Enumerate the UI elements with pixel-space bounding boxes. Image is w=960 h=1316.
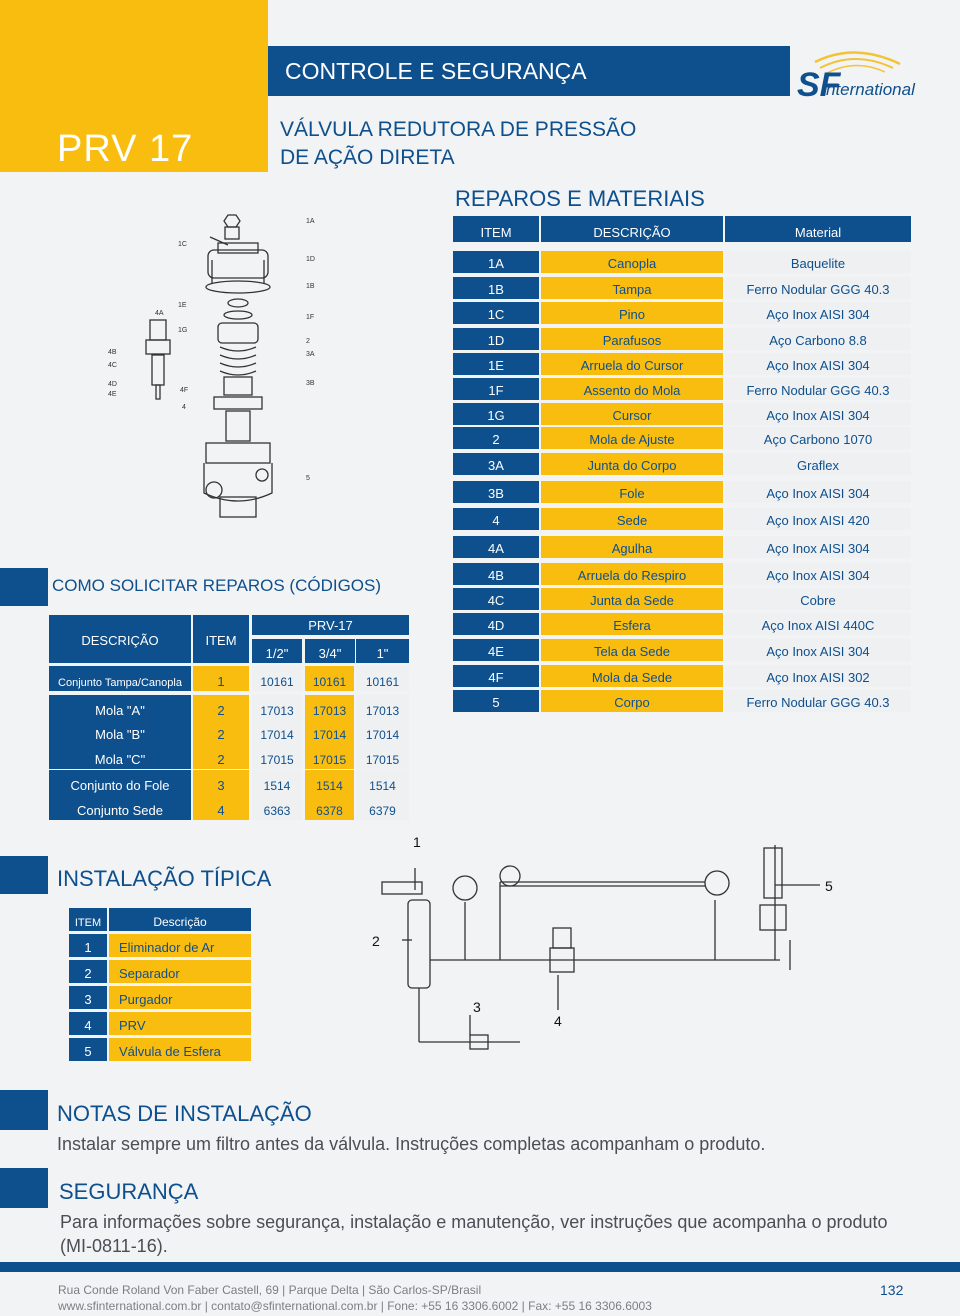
parts-cell: Mola de Ajuste bbox=[541, 427, 723, 449]
parts-cell: 5 bbox=[453, 690, 539, 712]
codes-row-item: 2 bbox=[193, 695, 249, 720]
product-code: PRV 17 bbox=[57, 128, 194, 170]
table-row bbox=[453, 378, 911, 400]
codes-header-size: 1" bbox=[356, 639, 409, 663]
parts-cell: 4B bbox=[453, 563, 539, 585]
install-row-desc: Válvula de Esfera bbox=[109, 1038, 251, 1061]
parts-cell: Aço Inox AISI 304 bbox=[725, 481, 911, 503]
install-row-desc: PRV bbox=[109, 1012, 251, 1035]
part-label: 3A bbox=[306, 351, 315, 358]
codes-row-desc: Conjunto do Fole bbox=[49, 770, 191, 795]
codes-row-desc: Mola "A" bbox=[49, 695, 191, 720]
parts-cell: 4F bbox=[453, 665, 539, 687]
section-marker bbox=[0, 568, 48, 606]
table-row bbox=[453, 427, 911, 449]
codes-row-item: 2 bbox=[193, 744, 249, 769]
parts-cell: 2 bbox=[453, 427, 539, 449]
install-row-item: 1 bbox=[69, 934, 107, 957]
codes-row-code: 1514 bbox=[305, 770, 354, 795]
codes-header-desc: DESCRIÇÃO bbox=[49, 615, 191, 663]
install-row-desc: Separador bbox=[109, 960, 251, 983]
parts-header-cell: DESCRIÇÃO bbox=[541, 216, 723, 242]
parts-cell: Aço Inox AISI 304 bbox=[725, 403, 911, 425]
part-label: 1D bbox=[306, 256, 315, 263]
section-marker bbox=[0, 1168, 48, 1208]
table-row bbox=[453, 277, 911, 299]
diagram-label: 4 bbox=[554, 1013, 562, 1029]
svg-text:SF: SF bbox=[797, 66, 841, 104]
install-row-item: 4 bbox=[69, 1012, 107, 1035]
parts-cell: 1D bbox=[453, 328, 539, 350]
codes-row-code: 10161 bbox=[305, 666, 354, 691]
part-label: 4A bbox=[155, 310, 164, 317]
parts-cell: 4A bbox=[453, 536, 539, 558]
codes-section-title: COMO SOLICITAR REPAROS (CÓDIGOS) bbox=[52, 576, 382, 595]
codes-row-code: 17015 bbox=[252, 744, 302, 769]
parts-cell: 1C bbox=[453, 302, 539, 324]
install-row-item: 2 bbox=[69, 960, 107, 983]
codes-row-code: 6363 bbox=[252, 795, 302, 820]
codes-row-code: 17015 bbox=[305, 744, 354, 769]
parts-cell: Corpo bbox=[541, 690, 723, 712]
codes-header-model: PRV-17 bbox=[252, 615, 409, 635]
parts-cell: 1G bbox=[453, 403, 539, 425]
codes-row-desc: Conjunto Sede bbox=[49, 795, 191, 820]
parts-cell: 4 bbox=[453, 508, 539, 530]
codes-header-size: 1/2" bbox=[252, 639, 302, 663]
parts-cell: Junta da Sede bbox=[541, 588, 723, 610]
parts-cell: Ferro Nodular GGG 40.3 bbox=[725, 690, 911, 712]
section-marker bbox=[0, 856, 48, 894]
parts-cell: Aço Carbono 8.8 bbox=[725, 328, 911, 350]
diagram-label: 2 bbox=[372, 933, 380, 949]
install-header-desc: Descrição bbox=[109, 908, 251, 931]
table-row bbox=[453, 508, 911, 530]
table-row bbox=[453, 588, 911, 610]
parts-cell: Fole bbox=[541, 481, 723, 503]
table-row bbox=[453, 403, 911, 425]
parts-cell: 4C bbox=[453, 588, 539, 610]
part-label: 3B bbox=[306, 380, 315, 387]
codes-row-desc: Mola "C" bbox=[49, 744, 191, 769]
codes-row-code: 6379 bbox=[356, 795, 409, 820]
parts-cell: Mola da Sede bbox=[541, 665, 723, 687]
product-title: VÁLVULA REDUTORA DE PRESSÃO DE AÇÃO DIRETA bbox=[280, 118, 637, 169]
diagram-label: 5 bbox=[825, 878, 833, 894]
diagram-label: 1 bbox=[413, 834, 421, 850]
parts-cell: Aço Inox AISI 302 bbox=[725, 665, 911, 687]
parts-cell: Cobre bbox=[725, 588, 911, 610]
part-label: 1F bbox=[306, 314, 315, 321]
logo-wordmark: nternational bbox=[826, 80, 915, 99]
parts-header-cell: ITEM bbox=[453, 216, 539, 242]
parts-cell: Aço Inox AISI 304 bbox=[725, 302, 911, 324]
parts-cell: Graflex bbox=[725, 453, 911, 475]
install-row-item: 5 bbox=[69, 1038, 107, 1061]
codes-row-desc: Conjunto Tampa/Canopla bbox=[49, 666, 191, 691]
parts-cell: 1E bbox=[453, 353, 539, 375]
parts-section-title: REPAROS E MATERIAIS bbox=[455, 186, 705, 211]
parts-cell: 3B bbox=[453, 481, 539, 503]
parts-cell: Pino bbox=[541, 302, 723, 324]
parts-cell: Sede bbox=[541, 508, 723, 530]
parts-cell: 1F bbox=[453, 378, 539, 400]
codes-row-code: 10161 bbox=[356, 666, 409, 691]
part-label: 4D bbox=[108, 381, 117, 388]
table-row bbox=[453, 613, 911, 635]
section-marker bbox=[0, 1090, 48, 1130]
part-label: 4F bbox=[180, 387, 189, 394]
codes-row-code: 1514 bbox=[356, 770, 409, 795]
parts-header-cell: Material bbox=[725, 216, 911, 242]
parts-cell: Tampa bbox=[541, 277, 723, 299]
codes-row-desc: Mola "B" bbox=[49, 719, 191, 744]
parts-cell: Ferro Nodular GGG 40.3 bbox=[725, 378, 911, 400]
install-table bbox=[69, 908, 251, 1062]
part-label: 1A bbox=[306, 218, 315, 225]
footer-address: Rua Conde Roland Von Faber Castell, 69 | Parque Delta | São Carlos-SP/Brasil bbox=[58, 1283, 482, 1297]
part-label: 1B bbox=[306, 283, 315, 290]
install-section-title: INSTALAÇÃO TÍPICA bbox=[57, 866, 272, 891]
parts-cell: Arruela do Cursor bbox=[541, 353, 723, 375]
parts-cell: Aço Inox AISI 304 bbox=[725, 353, 911, 375]
codes-row-code: 10161 bbox=[252, 666, 302, 691]
category-title: CONTROLE E SEGURANÇA bbox=[285, 58, 587, 84]
codes-row-item: 2 bbox=[193, 719, 249, 744]
diagram-label: 3 bbox=[473, 999, 481, 1015]
part-label: 4B bbox=[108, 349, 117, 356]
parts-cell: Ferro Nodular GGG 40.3 bbox=[725, 277, 911, 299]
install-row-desc: Purgador bbox=[109, 986, 251, 1009]
table-row bbox=[453, 536, 911, 558]
parts-cell: Cursor bbox=[541, 403, 723, 425]
codes-row-code: 17013 bbox=[305, 695, 354, 720]
footer-contact: www.sfinternational.com.br | contato@sfinternational.com.br | Fone: +55 16 3306.6002 | Fax: +55 16 3306.6003 bbox=[58, 1299, 652, 1313]
page-number: 132 bbox=[880, 1282, 904, 1298]
codes-row-code: 17014 bbox=[356, 719, 409, 744]
part-label: 5 bbox=[306, 475, 310, 482]
install-header-item: ITEM bbox=[69, 908, 107, 931]
table-row bbox=[453, 302, 911, 324]
codes-row-code: 17013 bbox=[252, 695, 302, 720]
table-row bbox=[453, 690, 911, 712]
parts-cell: Tela da Sede bbox=[541, 639, 723, 661]
table-row bbox=[453, 665, 911, 687]
safety-section-title: SEGURANÇA bbox=[59, 1179, 199, 1204]
parts-cell: Parafusos bbox=[541, 328, 723, 350]
parts-header-row bbox=[453, 216, 911, 242]
safety-text: Para informações sobre segurança, instalação e manutenção, ver instruções que acompanha o produto (MI-0811-16). bbox=[60, 1212, 888, 1256]
notes-text: Instalar sempre um filtro antes da válvula. Instruções completas acompanham o produto. bbox=[57, 1134, 766, 1154]
parts-cell: 4E bbox=[453, 639, 539, 661]
parts-cell: Aço Inox AISI 304 bbox=[725, 563, 911, 585]
table-row bbox=[453, 563, 911, 585]
codes-row-code: 6378 bbox=[305, 795, 354, 820]
codes-row-item: 4 bbox=[193, 795, 249, 820]
parts-cell: Aço Carbono 1070 bbox=[725, 427, 911, 449]
part-label: 2 bbox=[306, 338, 310, 345]
part-label: 4 bbox=[182, 404, 186, 411]
parts-cell: Canopla bbox=[541, 251, 723, 273]
codes-row-code: 17014 bbox=[252, 719, 302, 744]
part-label: 1G bbox=[178, 327, 188, 334]
footer-bar bbox=[0, 1262, 960, 1272]
codes-row-code: 1514 bbox=[252, 770, 302, 795]
part-label: 1C bbox=[178, 241, 187, 248]
table-row bbox=[453, 251, 911, 273]
parts-cell: Arruela do Respiro bbox=[541, 563, 723, 585]
table-row bbox=[453, 481, 911, 503]
codes-row-item: 3 bbox=[193, 770, 249, 795]
install-row-item: 3 bbox=[69, 986, 107, 1009]
codes-row-code: 17013 bbox=[356, 695, 409, 720]
parts-cell: Assento do Mola bbox=[541, 378, 723, 400]
table-row bbox=[453, 328, 911, 350]
part-label: 4C bbox=[108, 362, 117, 369]
install-row-desc: Eliminador de Ar bbox=[109, 934, 251, 957]
parts-cell: Aço Inox AISI 420 bbox=[725, 508, 911, 530]
codes-header-item: ITEM bbox=[193, 615, 249, 663]
codes-row-item: 1 bbox=[193, 666, 249, 691]
parts-cell: Aço Inox AISI 304 bbox=[725, 536, 911, 558]
codes-row-code: 17014 bbox=[305, 719, 354, 744]
parts-cell: 1B bbox=[453, 277, 539, 299]
exploded-valve-diagram bbox=[100, 205, 330, 525]
parts-cell: Aço Inox AISI 440C bbox=[725, 613, 911, 635]
parts-cell: Baquelite bbox=[725, 251, 911, 273]
parts-cell: Esfera bbox=[541, 613, 723, 635]
notes-section-title: NOTAS DE INSTALAÇÃO bbox=[57, 1101, 312, 1126]
parts-cell: 4D bbox=[453, 613, 539, 635]
parts-cell: Aço Inox AISI 304 bbox=[725, 639, 911, 661]
parts-cell: Agulha bbox=[541, 536, 723, 558]
parts-cell: 1A bbox=[453, 251, 539, 273]
parts-cell: Junta do Corpo bbox=[541, 453, 723, 475]
parts-cell: 3A bbox=[453, 453, 539, 475]
table-row bbox=[453, 353, 911, 375]
codes-header-size: 3/4" bbox=[305, 639, 355, 663]
codes-row-code: 17015 bbox=[356, 744, 409, 769]
codes-table bbox=[49, 615, 409, 823]
table-row bbox=[453, 639, 911, 661]
table-row bbox=[453, 453, 911, 475]
part-label: 1E bbox=[178, 302, 187, 309]
part-label: 4E bbox=[108, 391, 117, 398]
installation-diagram bbox=[360, 830, 840, 1085]
